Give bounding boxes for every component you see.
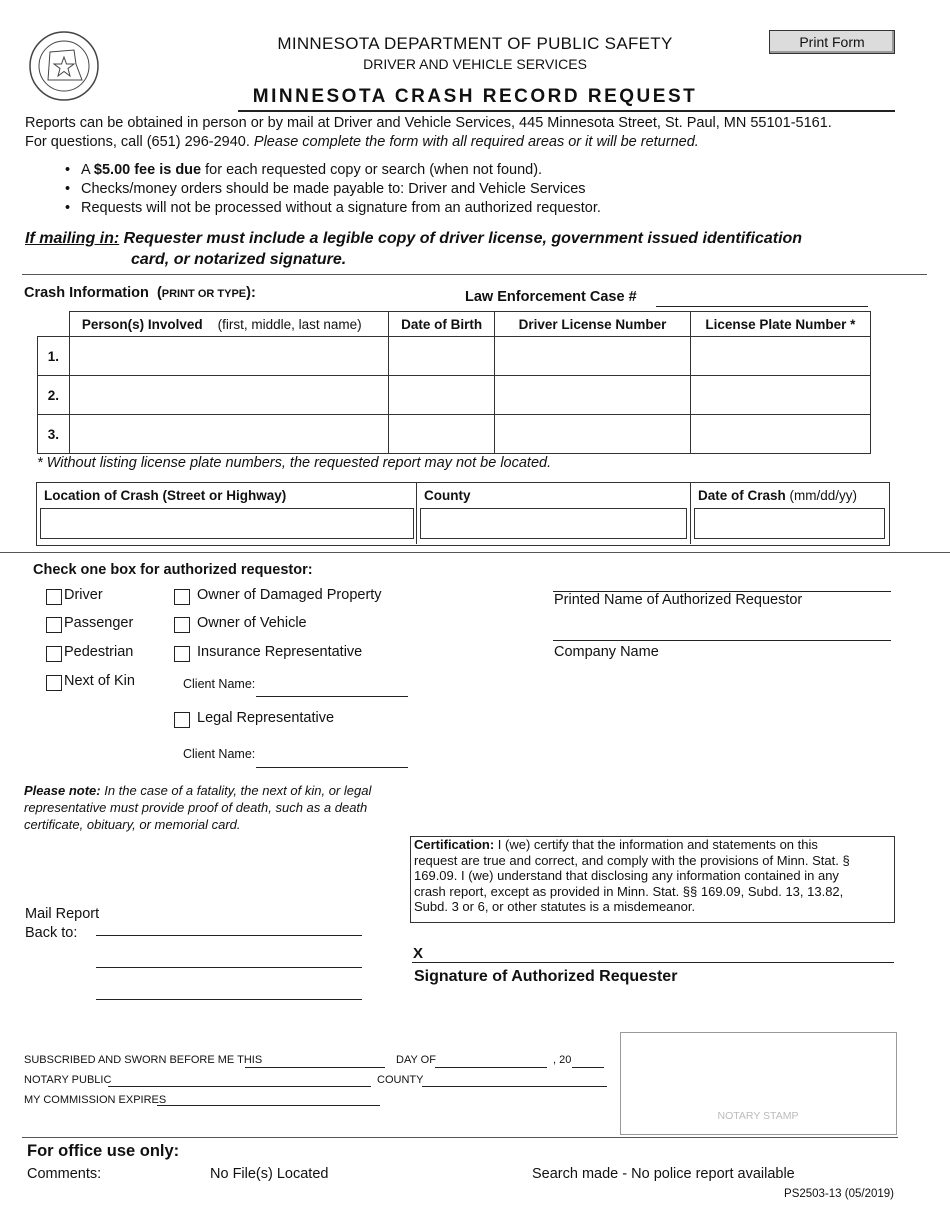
case-number-input[interactable] [656,306,868,307]
search-made-text: Search made - No police report available [532,1166,795,1182]
division-name: DRIVER AND VEHICLE SERVICES [363,56,587,72]
person-2-name-cell[interactable] [69,376,388,415]
mail-address-line-2[interactable] [96,967,362,968]
notary-stamp-label: NOTARY STAMP [717,1110,799,1122]
person-3-name-cell[interactable] [69,415,388,454]
sworn-month-input[interactable] [435,1067,547,1068]
insurance-checkbox[interactable] [174,646,190,662]
persons-header: Person(s) Involved (first, middle, last name) [69,312,388,337]
bullet-fee: • A $5.00 fee is due for each requested copy or search (when not found). [65,161,925,180]
mail-back-label: Mail Report Back to: [25,906,100,941]
passenger-checkbox[interactable] [46,617,62,633]
form-id: PS2503-13 (05/2019) [784,1188,894,1200]
owner-vehicle-label: Owner of Vehicle [197,615,307,631]
owner-damaged-property-label: Owner of Damaged Property [197,587,382,603]
location-input[interactable] [40,508,414,539]
bullet-signature: • Requests will not be processed without a signature from an authorized requestor. [65,199,925,218]
commission-label: MY COMMISSION EXPIRES [24,1094,167,1106]
section-divider-2 [0,552,950,553]
certification-text: Certification: I (we) certify that the information and statements on this request are true and correct, and comply with the provisions of Minn. Stat. § 169.09. I (we) understand that disclosing any information contained in any crash report, except as provided in Minn. Stat. §§ 169.09, Subd. 13, 13.82, Subd. 3 or 6, or other statutes is a misdemeanor. [414,837,850,915]
intro-text: Reports can be obtained in person or by mail at Driver and Vehicle Services, 445 Minnesota Street, St. Paul, MN 55101-5161. For questions, call (651) 296-2940. Please complete the form with all required areas or it will be returned. [25,115,832,150]
company-name-input[interactable] [553,640,891,641]
client-name-label-2: Client Name: [183,747,256,761]
driver-label: Driver [64,587,103,603]
mailing-instructions: If mailing in: Requester must include a legible copy of driver license, government issued identification card, or notarized signature. [25,230,803,268]
location-label: Location of Crash (Street or Highway) [44,488,287,503]
plate-footnote: * Without listing license plate numbers, the requested report may not be located. [37,455,552,471]
insurance-client-name-input[interactable] [256,696,408,697]
fee-bullets [65,161,925,218]
notary-county-input[interactable] [422,1086,607,1087]
plate-header: License Plate Number * [690,312,870,337]
row-number-header [38,312,70,337]
person-2-dl-cell[interactable] [495,376,691,415]
fatality-note: Please note: In the case of a fatality, the next of kin, or legal representative must provide proof of death, such as a death certificate, obituary, or memorial card. [24,783,372,832]
county-input[interactable] [420,508,687,539]
subscribed-label: SUBSCRIBED AND SWORN BEFORE ME THIS [24,1054,263,1066]
owner-vehicle-checkbox[interactable] [174,617,190,633]
person-1-dob-cell[interactable] [388,337,494,376]
next-of-kin-checkbox[interactable] [46,675,62,691]
printed-name-label: Printed Name of Authorized Requestor [554,592,803,608]
dob-header: Date of Birth [388,312,494,337]
signature-input[interactable] [412,962,894,963]
person-3-plate-cell[interactable] [690,415,870,454]
notary-public-label: NOTARY PUBLIC [24,1074,112,1086]
notary-public-input[interactable] [108,1086,371,1087]
section-divider [22,274,927,275]
crash-info-label: Crash Information (PRINT OR TYPE): [24,285,256,301]
owner-damaged-property-checkbox[interactable] [174,589,190,605]
title-rule [238,110,895,112]
next-of-kin-label: Next of Kin [64,673,135,689]
case-number-label: Law Enforcement Case # [465,289,637,305]
date-label: Date of Crash (mm/dd/yy) [698,488,858,503]
table-row: 2. [38,376,871,415]
sworn-day-input[interactable] [245,1067,385,1068]
person-2-plate-cell[interactable] [690,376,870,415]
legal-representative-label: Legal Representative [197,710,335,726]
table-row: 3. [38,415,871,454]
pedestrian-checkbox[interactable] [46,646,62,662]
comments-label: Comments: [27,1166,102,1182]
persons-table [37,311,871,454]
mail-address-line-3[interactable] [96,999,362,1000]
day-of-label: DAY OF [396,1054,436,1066]
pedestrian-label: Pedestrian [64,644,134,660]
mail-address-line-1[interactable] [96,935,362,936]
signature-x: X [413,945,424,962]
office-divider [22,1137,898,1138]
signature-label: Signature of Authorized Requester [414,968,678,985]
date-of-crash-input[interactable] [694,508,885,539]
person-3-dob-cell[interactable] [388,415,494,454]
department-name: MINNESOTA DEPARTMENT OF PUBLIC SAFETY [277,34,673,53]
person-1-dl-cell[interactable] [495,337,691,376]
page-title: MINNESOTA CRASH RECORD REQUEST [252,86,698,107]
no-file-located: No File(s) Located [210,1166,329,1182]
dl-header: Driver License Number [495,312,691,337]
legal-client-name-input[interactable] [256,767,408,768]
client-name-label-1: Client Name: [183,677,256,691]
bullet-checks: • Checks/money orders should be made payable to: Driver and Vehicle Services [65,180,925,199]
location-divider-2 [690,482,691,544]
person-1-plate-cell[interactable] [690,337,870,376]
person-3-dl-cell[interactable] [495,415,691,454]
person-1-name-cell[interactable] [69,337,388,376]
county-label: County [424,488,471,503]
company-name-label: Company Name [554,644,659,660]
table-row: 1. [38,337,871,376]
commission-expires-input[interactable] [157,1105,380,1106]
print-form-button[interactable]: Print Form [769,30,895,54]
legal-representative-checkbox[interactable] [174,712,190,728]
person-2-dob-cell[interactable] [388,376,494,415]
passenger-label: Passenger [64,615,134,631]
insurance-label: Insurance Representative [197,644,363,660]
year-label: , 20 [553,1054,572,1066]
driver-checkbox[interactable] [46,589,62,605]
location-divider-1 [416,482,417,544]
notary-county-label: COUNTY [377,1074,424,1086]
office-use-heading: For office use only: [27,1142,180,1160]
sworn-year-input[interactable] [572,1067,604,1068]
requestor-heading: Check one box for authorized requestor: [33,562,313,578]
